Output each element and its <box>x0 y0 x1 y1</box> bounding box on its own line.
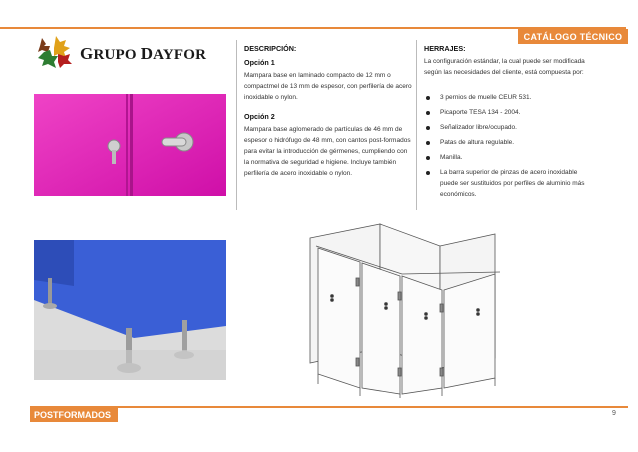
column-divider <box>416 40 417 210</box>
page-number: 9 <box>612 410 616 417</box>
list-item: Patas de altura regulable. <box>424 137 596 148</box>
maple-leaves-logo-icon <box>36 34 74 70</box>
herrajes-list <box>424 92 596 204</box>
option1-text: Mampara base en laminado compacto de 12 mm o compactmel de 13 mm de espesor, con perfilería de acero inoxidable o nylon. <box>244 72 412 101</box>
section-tag: POSTFORMADOS <box>30 407 118 422</box>
list-item: Manilla. <box>424 152 596 163</box>
door-lock-photo <box>34 94 226 196</box>
cubicle-drawing <box>290 218 560 398</box>
catalog-tag: CATÁLOGO TÉCNICO <box>518 29 628 44</box>
list-item: La barra superior de pinzas de acero inoxidable puede ser sustituidos por perfiles de aluminio más económicos. <box>424 167 596 200</box>
herrajes-heading: HERRAJES: <box>424 44 466 53</box>
descripcion-heading: DESCRIPCIÓN: <box>244 44 297 53</box>
option2-title: Opción 2 <box>244 112 275 121</box>
herrajes-intro: La configuración estándar, la cual puede ser modificada según las necesidades del cliente, está compuesta por: <box>424 58 585 76</box>
company-name: GRUPO DAYFOR <box>80 44 207 63</box>
option2-text: Mampara base aglomerado de partículas de 46 mm de espesor o hidrófugo de 48 mm, con cantos post-formados para evitar la introducción de gérmenes, cumpliendo con la normativa de seguridad e higiene. Incluye también perfilería de acero inoxidable o nylon. <box>244 126 411 177</box>
list-item: 3 pernios de muelle CEUR 531. <box>424 92 596 103</box>
column-divider <box>236 40 237 210</box>
panel-legs-photo <box>34 240 226 380</box>
footer-rule <box>30 406 628 408</box>
option1-title: Opción 1 <box>244 58 275 67</box>
list-item: Señalizador libre/ocupado. <box>424 122 596 133</box>
list-item: Picaporte TESA 134 - 2004. <box>424 107 596 118</box>
